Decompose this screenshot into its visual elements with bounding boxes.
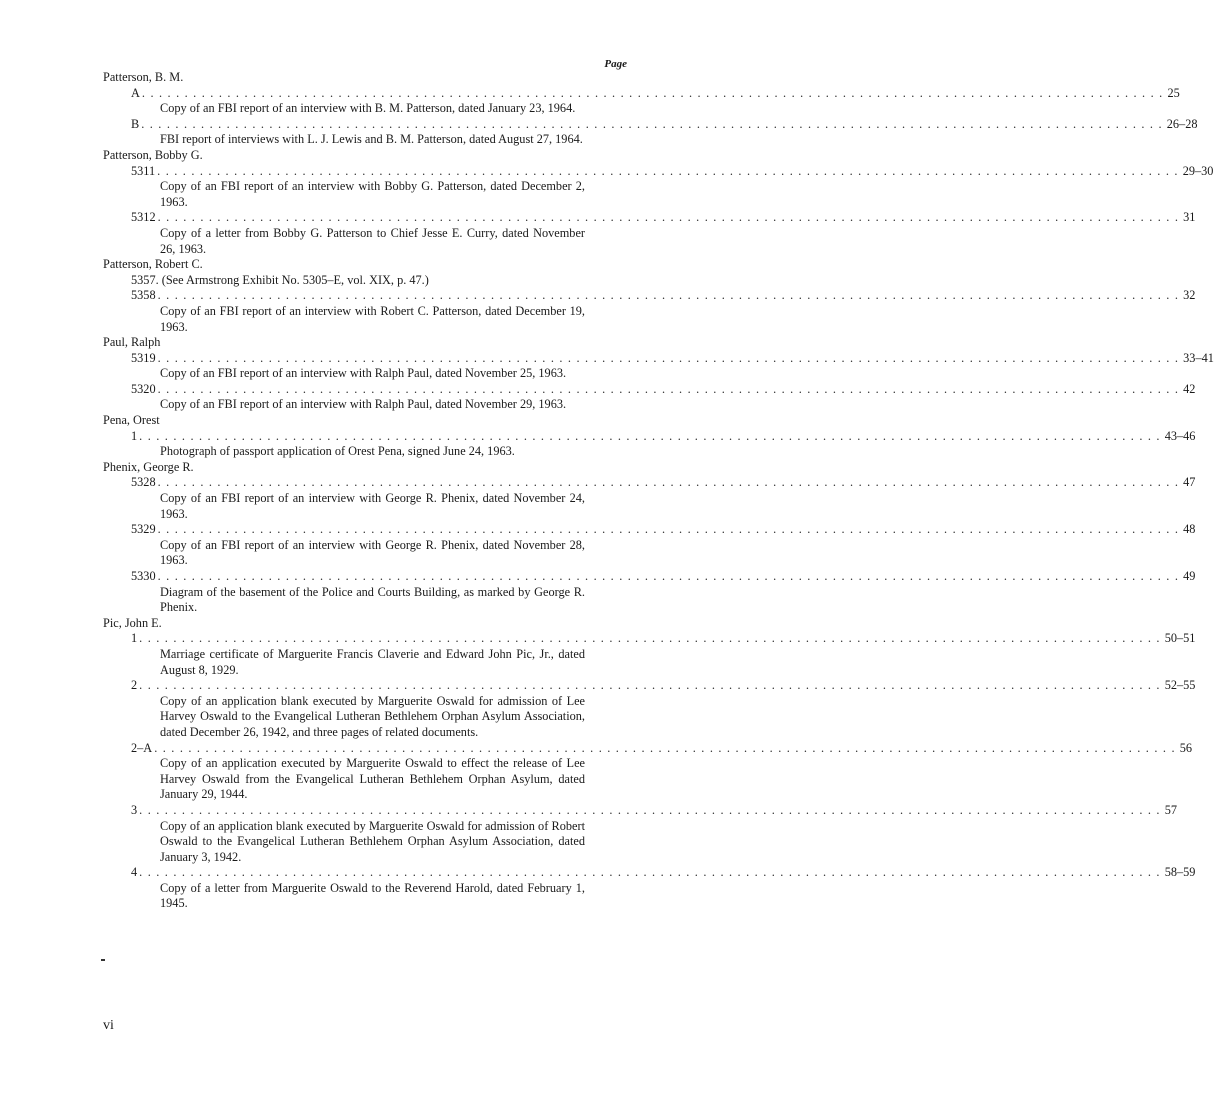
exhibit-description: Copy of an FBI report of an interview with Ralph Paul, dated November 25, 1963. — [160, 366, 567, 381]
exhibit-entry-row — [103, 631, 1196, 647]
page-number: 47 — [1183, 475, 1196, 490]
dot-leader: . . . . . . . . . . . . . . . . . . . . . . . . . . . . . . . . . . . . . . . . . . . . . . . . . . . . . . . . . . . . . . . . . . . . . . . . . . . . . . . . . . . . . . . . . . . . . . . . . . . . . . . . . . . . . . . . . . . . . . . . — [154, 740, 1176, 755]
dot-leader: . . . . . . . . . . . . . . . . . . . . . . . . . . . . . . . . . . . . . . . . . . . . . . . . . . . . . . . . . . . . . . . . . . . . . . . . . . . . . . . . . . . . . . . . . . . . . . . . . . . . . . . . . . . . . . . . . . . . . . . . — [157, 288, 1180, 303]
exhibit-entry-row — [103, 163, 1214, 180]
exhibit-number: 2 — [131, 678, 138, 693]
dot-leader: . . . . . . . . . . . . . . . . . . . . . . . . . . . . . . . . . . . . . . . . . . . . . . . . . . . . . . . . . . . . . . . . . . . . . . . . . . . . . . . . . . . . . . . . . . . . . . . . . . . . . . . . . . . . . . . . . . . . . . . . — [141, 85, 1164, 100]
persons-list — [103, 70, 1214, 912]
page-number: 43–46 — [1164, 428, 1196, 443]
exhibit-description: Marriage certificate of Marguerite Francis Claverie and Edward John Pic, Jr., dated August 8, 1929. — [160, 646, 585, 677]
exhibit-description: Copy of an FBI report of an interview with George R. Phenix, dated November 24, 1963. — [160, 491, 585, 521]
exhibit-number: A — [131, 85, 140, 100]
page-number: 52–55 — [1164, 678, 1196, 693]
dot-leader: . . . . . . . . . . . . . . . . . . . . . . . . . . . . . . . . . . . . . . . . . . . . . . . . . . . . . . . . . . . . . . . . . . . . . . . . . . . . . . . . . . . . . . . . . . . . . . . . . . . . . . . . . . . . . . . . . . . . . . . . — [157, 381, 1180, 396]
person-name: Patterson, Robert C. — [103, 257, 203, 272]
exhibit-description: Diagram of the basement of the Police and Courts Building, as marked by George R. Phenix. — [160, 584, 585, 615]
exhibit-number: 5358 — [131, 288, 156, 303]
exhibit-number: B — [131, 116, 140, 131]
margin-mark — [101, 959, 105, 961]
exhibit-entry-row — [103, 288, 1196, 304]
exhibit-description: Copy of an application executed by Marguerite Oswald to effect the release of Lee Harvey Oswald from the Evangelical Lutheran Bethlehem Orphan Asylum, dated January 29, 1944. — [160, 756, 585, 802]
exhibit-entry-row — [103, 210, 1196, 226]
exhibit-entry-row — [103, 85, 1180, 102]
dot-leader: . . . . . . . . . . . . . . . . . . . . . . . . . . . . . . . . . . . . . . . . . . . . . . . . . . . . . . . . . . . . . . . . . . . . . . . . . . . . . . . . . . . . . . . . . . . . . . . . . . . . . . . . . . . . . . . . . . . . . . . . — [139, 865, 1161, 880]
exhibit-entry-row — [103, 381, 1196, 398]
exhibit-description: Copy of a letter from Bobby G. Patterson to Chief Jesse E. Curry, dated November 26, 1963. — [160, 225, 585, 256]
page-number: 57 — [1164, 802, 1177, 817]
person-section — [103, 335, 1214, 413]
dot-leader: . . . . . . . . . . . . . . . . . . . . . . . . . . . . . . . . . . . . . . . . . . . . . . . . . . . . . . . . . . . . . . . . . . . . . . . . . . . . . . . . . . . . . . . . . . . . . . . . . . . . . . . . . . . . . . . . . . . . . . . . — [157, 475, 1180, 490]
exhibit-number: 1 — [131, 428, 138, 443]
cross-reference-note: 5357. (See Armstrong Exhibit No. 5305–E, vol. XIX, p. 47.) — [131, 272, 429, 287]
exhibit-entry-row — [103, 569, 1196, 585]
exhibit-description: Copy of an FBI report of an interview with Bobby G. Patterson, dated December 2, 1963. — [160, 179, 585, 209]
dot-leader: . . . . . . . . . . . . . . . . . . . . . . . . . . . . . . . . . . . . . . . . . . . . . . . . . . . . . . . . . . . . . . . . . . . . . . . . . . . . . . . . . . . . . . . . . . . . . . . . . . . . . . . . . . . . . . . . . . . . . . . . — [139, 802, 1161, 817]
exhibit-description: Copy of an FBI report of an interview with George R. Phenix, dated November 28, 1963. — [160, 537, 585, 568]
exhibit-number: 5330 — [131, 569, 156, 583]
exhibit-number: 4 — [131, 865, 138, 880]
exhibit-number: 5320 — [131, 381, 156, 396]
dot-leader: . . . . . . . . . . . . . . . . . . . . . . . . . . . . . . . . . . . . . . . . . . . . . . . . . . . . . . . . . . . . . . . . . . . . . . . . . . . . . . . . . . . . . . . . . . . . . . . . . . . . . . . . . . . . . . . . . . . . . . . . — [139, 428, 1161, 443]
person-section — [103, 413, 1196, 460]
dot-leader: . . . . . . . . . . . . . . . . . . . . . . . . . . . . . . . . . . . . . . . . . . . . . . . . . . . . . . . . . . . . . . . . . . . . . . . . . . . . . . . . . . . . . . . . . . . . . . . . . . . . . . . . . . . . . . . . . . . . . . . . — [157, 350, 1180, 365]
person-name: Paul, Ralph — [103, 335, 161, 350]
exhibit-entry-row — [103, 428, 1196, 445]
page-number: 32 — [1183, 288, 1196, 303]
exhibit-entry-row — [103, 116, 1198, 133]
page-number: 29–30 — [1182, 163, 1214, 178]
page-number: 56 — [1179, 740, 1193, 755]
page-number: 58–59 — [1164, 865, 1196, 880]
exhibit-description: Photograph of passport application of Orest Pena, signed June 24, 1963. — [160, 444, 515, 459]
exhibit-number: 5329 — [131, 522, 156, 537]
exhibit-entry-row — [103, 865, 1196, 881]
exhibit-entry-row — [103, 350, 1214, 367]
page-number: 33–41 — [1183, 350, 1214, 365]
page-number: 25 — [1167, 85, 1180, 100]
person-name: Patterson, B. M. — [103, 70, 184, 84]
exhibit-number: 3 — [131, 802, 138, 817]
dot-leader: . . . . . . . . . . . . . . . . . . . . . . . . . . . . . . . . . . . . . . . . . . . . . . . . . . . . . . . . . . . . . . . . . . . . . . . . . . . . . . . . . . . . . . . . . . . . . . . . . . . . . . . . . . . . . . . . . . . . . . . . — [139, 678, 1161, 693]
dot-leader: . . . . . . . . . . . . . . . . . . . . . . . . . . . . . . . . . . . . . . . . . . . . . . . . . . . . . . . . . . . . . . . . . . . . . . . . . . . . . . . . . . . . . . . . . . . . . . . . . . . . . . . . . . . . . . . . . . . . . . . . — [141, 116, 1163, 131]
exhibit-entry-row — [103, 802, 1177, 819]
page-header-label: Page — [604, 58, 627, 70]
exhibit-entry-row — [103, 475, 1196, 491]
person-name: Patterson, Bobby G. — [103, 147, 203, 162]
dot-leader: . . . . . . . . . . . . . . . . . . . . . . . . . . . . . . . . . . . . . . . . . . . . . . . . . . . . . . . . . . . . . . . . . . . . . . . . . . . . . . . . . . . . . . . . . . . . . . . . . . . . . . . . . . . . . . . . . . . . . . . . — [157, 522, 1180, 537]
exhibit-description: Copy of an application blank executed by Marguerite Oswald for admission of Lee Harvey Oswald to the Evangelical Lutheran Bethlehem Orphan Asylum Association, dated December 26, 1942, and three pages of related documents. — [160, 693, 585, 739]
page-number: 31 — [1183, 210, 1196, 225]
exhibit-number: 1 — [131, 631, 138, 646]
exhibit-number: 5328 — [131, 475, 156, 490]
exhibit-entry-row — [103, 678, 1196, 694]
person-section — [103, 459, 1196, 616]
exhibit-description: Copy of an FBI report of an interview with Robert C. Patterson, dated December 19, 1963. — [160, 303, 585, 334]
page-number: 42 — [1183, 381, 1196, 396]
page-number: 50–51 — [1164, 631, 1196, 646]
person-section — [103, 257, 1196, 335]
page-number: 26–28 — [1166, 116, 1198, 131]
page-number: 49 — [1183, 569, 1196, 583]
dot-leader: . . . . . . . . . . . . . . . . . . . . . . . . . . . . . . . . . . . . . . . . . . . . . . . . . . . . . . . . . . . . . . . . . . . . . . . . . . . . . . . . . . . . . . . . . . . . . . . . . . . . . . . . . . . . . . . . . . . . . . . . — [157, 569, 1180, 583]
exhibit-number: 5311 — [131, 163, 156, 178]
exhibit-entry-row — [103, 740, 1193, 757]
exhibit-number: 5312 — [131, 210, 156, 225]
person-section — [103, 615, 1196, 912]
exhibit-index — [103, 58, 1214, 912]
page-column-header — [103, 58, 627, 70]
dot-leader: . . . . . . . . . . . . . . . . . . . . . . . . . . . . . . . . . . . . . . . . . . . . . . . . . . . . . . . . . . . . . . . . . . . . . . . . . . . . . . . . . . . . . . . . . . . . . . . . . . . . . . . . . . . . . . . . . . . . . . . . — [157, 210, 1180, 225]
exhibit-description: Copy of an application blank executed by Marguerite Oswald for admission of Robert Oswald to the Evangelical Lutheran Bethlehem Orphan Asylum Association, dated January 3, 1942. — [160, 818, 585, 864]
page-number: 48 — [1183, 522, 1196, 537]
exhibit-description: FBI report of interviews with L. J. Lewis and B. M. Patterson, dated August 27, 1964. — [160, 132, 583, 147]
dot-leader: . . . . . . . . . . . . . . . . . . . . . . . . . . . . . . . . . . . . . . . . . . . . . . . . . . . . . . . . . . . . . . . . . . . . . . . . . . . . . . . . . . . . . . . . . . . . . . . . . . . . . . . . . . . . . . . . . . . . . . . . — [139, 631, 1161, 646]
person-name: Pena, Orest — [103, 413, 160, 428]
exhibit-entry-row — [103, 522, 1196, 538]
exhibit-description: Copy of an FBI report of an interview with Ralph Paul, dated November 29, 1963. — [160, 397, 567, 412]
person-name: Pic, John E. — [103, 615, 162, 630]
person-section — [103, 70, 1198, 148]
person-section — [103, 147, 1214, 257]
person-name: Phenix, George R. — [103, 459, 194, 474]
page-folio: vi — [103, 1018, 114, 1033]
exhibit-number: 2–A — [131, 740, 153, 755]
exhibit-number: 5319 — [131, 350, 156, 365]
exhibit-description: Copy of an FBI report of an interview with B. M. Patterson, dated January 23, 1964. — [160, 101, 576, 116]
dot-leader: . . . . . . . . . . . . . . . . . . . . . . . . . . . . . . . . . . . . . . . . . . . . . . . . . . . . . . . . . . . . . . . . . . . . . . . . . . . . . . . . . . . . . . . . . . . . . . . . . . . . . . . . . . . . . . . . . . . . . . . . — [157, 163, 1179, 178]
exhibit-description: Copy of a letter from Marguerite Oswald to the Reverend Harold, dated February 1, 1945. — [160, 880, 585, 911]
